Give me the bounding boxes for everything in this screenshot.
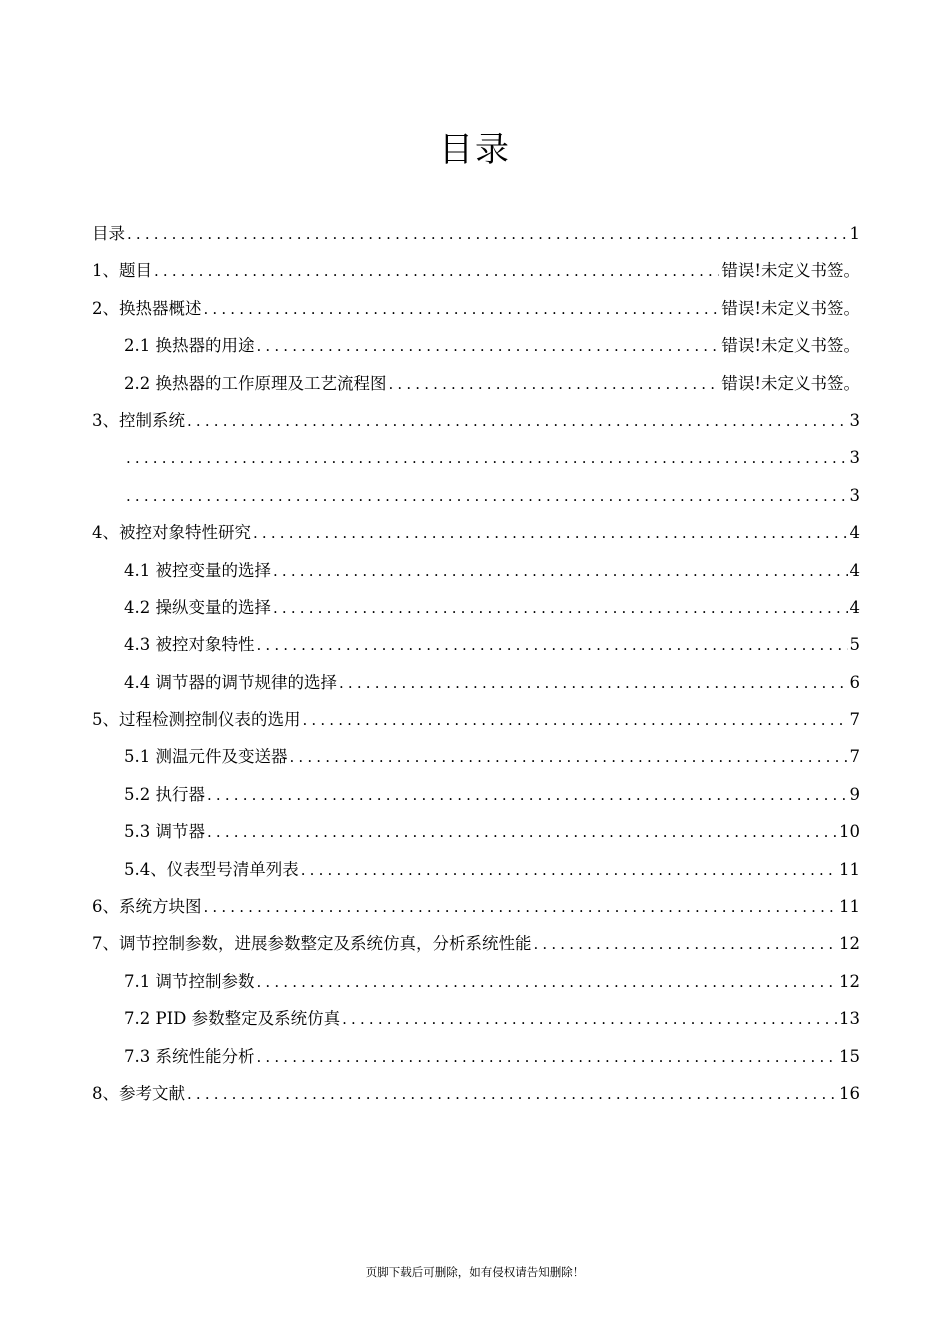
toc-entry-page: 3: [849, 448, 860, 468]
toc-dot-leader: [273, 553, 848, 590]
toc-entry[interactable]: [92, 290, 860, 327]
toc-dot-leader: [126, 478, 848, 515]
toc-entry-page: 错误!未定义书签。: [721, 298, 860, 318]
toc-dot-leader: [257, 627, 848, 664]
toc-dot-leader: [127, 216, 848, 253]
toc-dot-leader: [204, 291, 720, 328]
toc-entry-text: 目录: [92, 224, 125, 243]
toc-entry-text: 7.3 系统性能分析: [124, 1046, 255, 1066]
toc-entry[interactable]: [92, 851, 860, 888]
toc-entry-text: 5、过程检测控制仪表的选用: [92, 710, 301, 730]
toc-dot-leader: [534, 926, 838, 963]
toc-dot-leader: [204, 889, 838, 926]
toc-entry[interactable]: [92, 252, 860, 289]
toc-dot-leader: [187, 1076, 837, 1113]
toc-entry-page: 11: [839, 897, 860, 917]
toc-entry[interactable]: [92, 514, 860, 551]
toc-entry-text: 4.1 被控变量的选择: [124, 560, 271, 580]
toc-entry[interactable]: [92, 477, 860, 514]
toc-entry-text: 4.2 操纵变量的选择: [124, 597, 271, 617]
toc-entry-page: 3: [849, 485, 860, 505]
toc-entry-page: 15: [839, 1046, 860, 1066]
toc-entry[interactable]: [92, 626, 860, 663]
toc-entry[interactable]: [92, 888, 860, 925]
toc-entry-text: 3、控制系统: [92, 410, 185, 430]
toc-entry[interactable]: [92, 664, 860, 701]
toc-entry-page: 6: [849, 672, 860, 692]
toc-entry-page: 3: [849, 410, 860, 430]
footer-note: 页脚下载后可删除，如有侵权请告知删除！: [365, 1265, 585, 1279]
toc-entry-text: 5.1 测温元件及变送器: [124, 747, 288, 767]
toc-entry-text: 8、参考文献: [92, 1083, 185, 1103]
toc-entry[interactable]: [92, 701, 860, 738]
toc-dot-leader: [389, 366, 720, 403]
toc-entry-text: 7.1 调节控制参数: [124, 971, 255, 991]
toc-entry[interactable]: [92, 439, 860, 476]
toc-entry-page: 12: [839, 971, 860, 991]
toc-entry-page: 7: [849, 747, 860, 767]
toc-dot-leader: [253, 515, 848, 552]
toc-dot-leader: [342, 1001, 837, 1038]
toc-entry-page: 11: [839, 859, 860, 879]
toc-entry-page: 4: [849, 597, 860, 617]
toc-entry[interactable]: [92, 1038, 860, 1075]
toc-entry-page: 12: [839, 934, 860, 954]
toc-dot-leader: [290, 739, 848, 776]
toc-dot-leader: [207, 777, 848, 814]
toc-entry-text: 7.2 PID 参数整定及系统仿真: [124, 1009, 341, 1029]
toc-entry[interactable]: [92, 925, 860, 962]
toc-dot-leader: [303, 702, 848, 739]
toc-entry[interactable]: [92, 776, 860, 813]
toc-entry[interactable]: [92, 963, 860, 1000]
toc-entry-page: 5: [849, 635, 860, 655]
toc-entry-text: 2.1 换热器的用途: [124, 336, 255, 356]
toc-entry[interactable]: [92, 215, 860, 252]
toc-entry-page: 错误!未定义书签。: [721, 261, 860, 281]
toc-dot-leader: [126, 440, 848, 477]
toc-entry-text: 7、调节控制参数，进展参数整定及系统仿真，分析系统性能: [92, 934, 532, 954]
toc-dot-leader: [273, 590, 848, 627]
toc-entry-text: 4、被控对象特性研究: [92, 523, 251, 543]
toc-entry[interactable]: [92, 402, 860, 439]
toc-entry-text: 6、系统方块图: [92, 897, 202, 917]
page-title: 目录: [439, 130, 511, 170]
toc-entry-text: 2.2 换热器的工作原理及工艺流程图: [124, 373, 387, 393]
toc-entry-page: 错误!未定义书签。: [721, 336, 860, 356]
toc-entry-page: 10: [839, 822, 860, 842]
toc-dot-leader: [207, 814, 837, 851]
toc-dot-leader: [257, 328, 720, 365]
toc-entry[interactable]: [92, 365, 860, 402]
toc-entry[interactable]: [92, 327, 860, 364]
toc-entry-text: 5.3 调节器: [124, 822, 205, 842]
toc-entry-text: 2、换热器概述: [92, 298, 202, 318]
toc-entry[interactable]: [92, 1000, 860, 1037]
toc-entry[interactable]: [92, 552, 860, 589]
toc-dot-leader: [339, 665, 848, 702]
toc-entry-page: 1: [849, 224, 860, 243]
toc-entry-page: 4: [849, 560, 860, 580]
toc-entry-page: 4: [849, 523, 860, 543]
toc-entry-text: 1、题目: [92, 261, 152, 281]
toc-entry-page: 9: [849, 784, 860, 804]
toc-dot-leader: [187, 403, 848, 440]
toc-entry-page: 错误!未定义书签。: [721, 373, 860, 393]
toc-entry-text: 4.3 被控对象特性: [124, 635, 255, 655]
toc-dot-leader: [154, 253, 719, 290]
toc-entry-page: 7: [849, 710, 860, 730]
toc-entry-text: 5.4、仪表型号清单列表: [124, 859, 299, 879]
toc-entry-text: 4.4 调节器的调节规律的选择: [124, 672, 337, 692]
toc-entry-text: 5.2 执行器: [124, 784, 205, 804]
toc-dot-leader: [257, 964, 838, 1001]
toc-entry[interactable]: [92, 738, 860, 775]
toc-dot-leader: [301, 852, 837, 889]
toc-entry[interactable]: [92, 589, 860, 626]
toc-entry[interactable]: [92, 1075, 860, 1112]
toc-entry[interactable]: [92, 813, 860, 850]
toc-entry-page: 16: [839, 1083, 860, 1103]
toc-dot-leader: [257, 1039, 838, 1076]
toc-entry-page: 13: [839, 1009, 860, 1029]
table-of-contents: [92, 215, 860, 1112]
